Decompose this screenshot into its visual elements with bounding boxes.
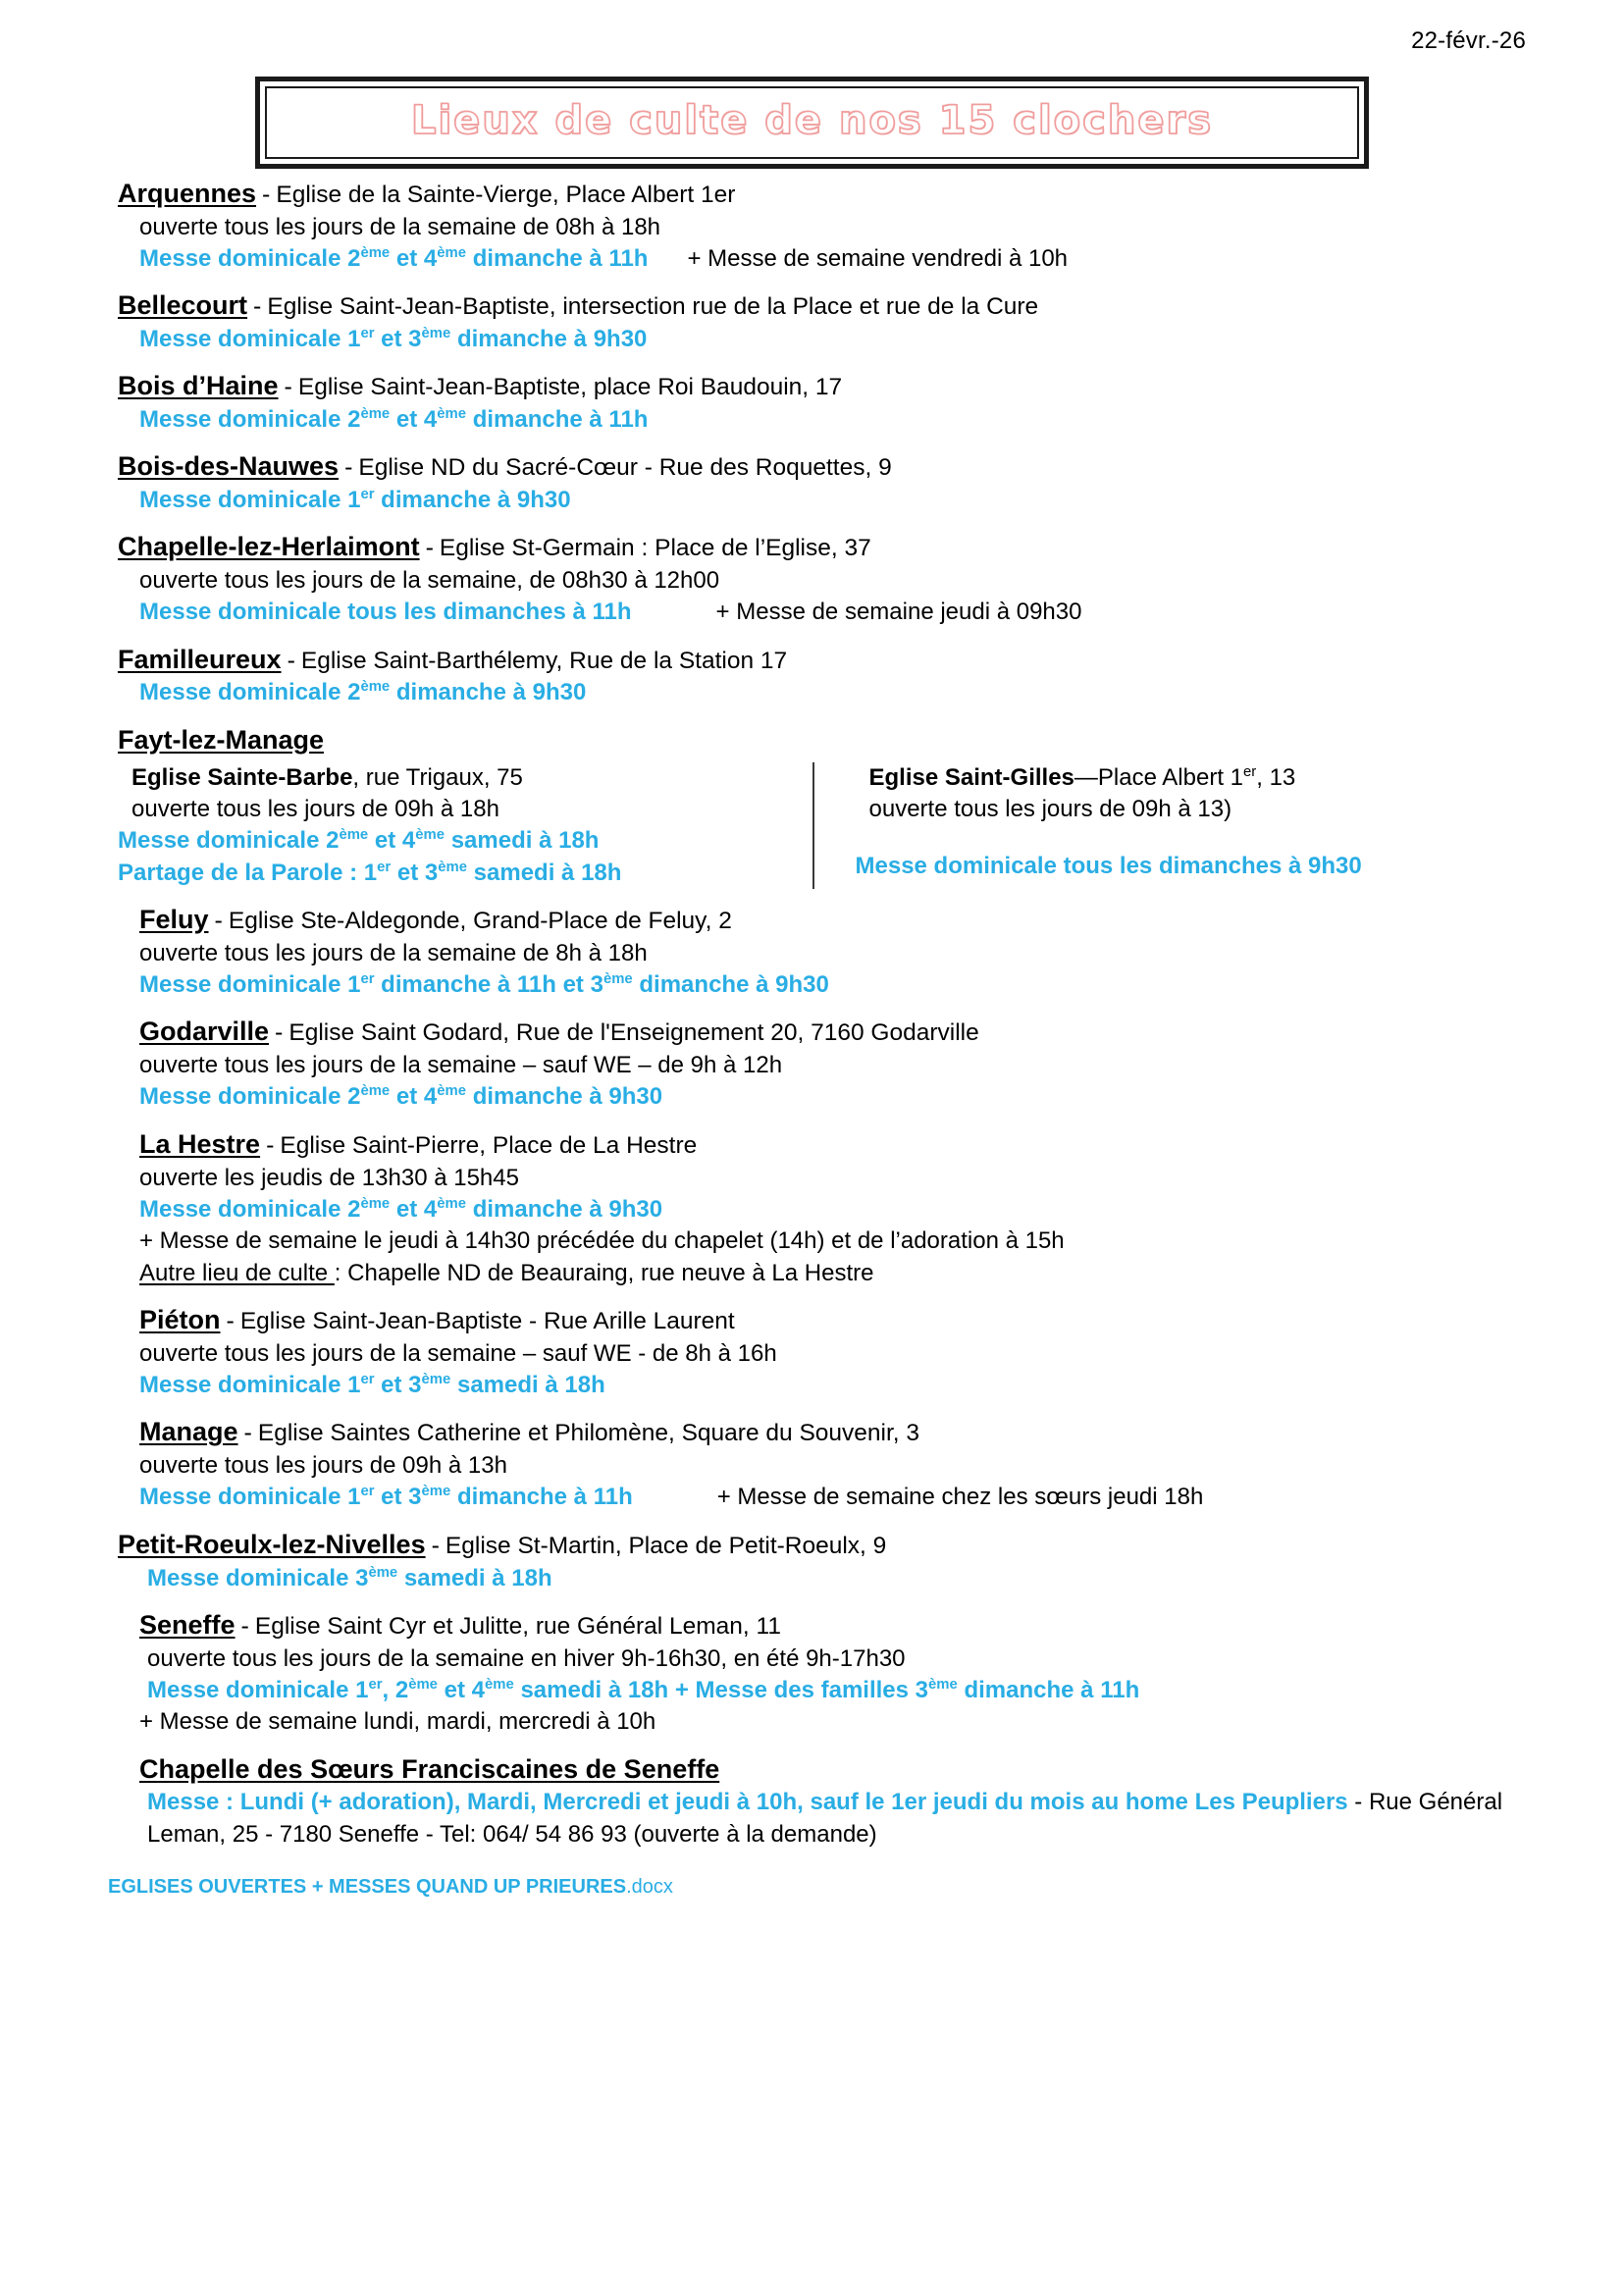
weekday-mass-note: + Messe de semaine lundi, mardi, mercredi à 10h (139, 1708, 656, 1736)
mass-schedule (118, 1194, 1506, 1226)
entry-arquennes (118, 177, 1506, 275)
mass-text-mid: et 4 (390, 406, 438, 434)
entry-header (118, 369, 1506, 404)
title-banner (255, 77, 1369, 169)
entry-bois-des-nauwes (118, 449, 1506, 516)
entry-header (118, 1415, 1506, 1450)
mass-text-mid: et 3 (374, 1484, 422, 1511)
church-name: Eglise Saint-Jean-Baptiste, place Roi Baudouin, 17 (297, 374, 843, 401)
mass-schedule (118, 485, 1506, 516)
mass-schedule (856, 851, 1507, 882)
separator-dash: - (425, 534, 434, 562)
mass-text-end: samedi à 18h (397, 1564, 552, 1591)
mass-text: Messe dominicale 2 (139, 1195, 361, 1223)
mass-sup-2: ème (421, 326, 451, 342)
place-name: Chapelle des Sœurs Franciscaines de Seneffe (139, 1753, 720, 1784)
entry-bois-dhaine (118, 369, 1506, 436)
mass-schedule (118, 1787, 1506, 1851)
separator-dash: - (253, 292, 262, 321)
entry-header (118, 1015, 1506, 1050)
church-name: Eglise St-Germain : Place de l’Eglise, 37 (439, 535, 871, 562)
entry-chapelle-lez-herlaimont (118, 530, 1506, 628)
mass-text-end: dimanche à 9h30 (390, 679, 587, 706)
entry-header (118, 643, 1506, 678)
mass-text: Messe dominicale 1 (139, 487, 361, 514)
place-name: Seneffe (139, 1609, 236, 1640)
mass-schedule (118, 1563, 1506, 1594)
mass-schedule (118, 1081, 1506, 1113)
mass-sup-4: ème (928, 1676, 958, 1693)
mass-sup-2: ème (421, 1372, 451, 1388)
mass-text: Messe dominicale 2 (139, 1083, 361, 1111)
mass-text-end: dimanche à 9h30 (632, 971, 829, 999)
church-name: Eglise Saintes Catherine et Philomène, Square du Souvenir, 3 (257, 1420, 920, 1447)
entry-familleureux (118, 643, 1506, 709)
place-name: Bois-des-Nauwes (118, 451, 340, 482)
opening-hours: ouverte tous les jours de la semaine de 8h à 18h (139, 939, 648, 966)
separator-dash: - (262, 181, 271, 208)
mass-text-end: dimanche à 9h30 (466, 1195, 663, 1223)
place-name: Godarville (139, 1017, 270, 1047)
entry-fayt-lez-manage (118, 723, 1506, 889)
mass-sup: ème (368, 1564, 398, 1581)
place-name: Chapelle-lez-Herlaimont (118, 532, 420, 562)
mass-text: Messe dominicale 1 (147, 1676, 369, 1703)
mass-schedule (118, 677, 1506, 708)
separator-dash: - (240, 1611, 249, 1640)
separator-dash: - (287, 646, 295, 674)
church-address: —Place Albert 1 (1074, 763, 1243, 791)
mass-text: Messe dominicale 3 (147, 1564, 369, 1591)
place-name: Familleureux (118, 644, 282, 674)
mass-text-end: dimanche à 11h (450, 1484, 633, 1511)
mass-sup: ème (360, 406, 391, 423)
mass-sup-2: ème (415, 827, 445, 844)
mass-text: Messe dominicale 1 (139, 1372, 361, 1399)
entry-header (118, 1528, 1506, 1563)
mass-sup: er (360, 326, 375, 342)
mass-text-mid-3: samedi à 18h + Messe des familles 3 (513, 1676, 929, 1703)
mass-schedule (118, 825, 795, 857)
place-name: La Hestre (139, 1128, 261, 1159)
place-name: Bellecourt (118, 290, 248, 321)
other-place-text: : Chapelle ND de Beauraing, rue neuve à La Hestre (334, 1259, 874, 1286)
mass-sup: ème (360, 245, 391, 262)
entry-header (118, 1127, 1506, 1163)
entry-chapelle-soeurs-franciscaines (118, 1752, 1506, 1851)
entry-header (118, 1303, 1506, 1338)
word-sharing-schedule (118, 858, 795, 889)
mass-schedule (118, 243, 1506, 275)
parish-list (0, 169, 1624, 1851)
fayt-column-saint-gilles (812, 762, 1507, 890)
entry-petit-roeulx-lez-nivelles (118, 1528, 1506, 1594)
weekday-mass-note: + Messe de semaine le jeudi à 14h30 précédée du chapelet (14h) et de l’adoration à 15h (139, 1227, 1065, 1255)
mass-text-end: samedi à 18h (467, 859, 622, 886)
mass-extra: + Messe de semaine chez les sœurs jeudi 18h (716, 1484, 1204, 1511)
mass-text-end: dimanche à 11h (466, 406, 649, 434)
other-place-label: Autre lieu de culte (139, 1259, 335, 1286)
mass-sup-2: ème (408, 1676, 438, 1693)
mass-text-end: dimanche à 9h30 (450, 326, 648, 353)
church-name-line (856, 762, 1507, 794)
place-name: Arquennes (118, 179, 257, 208)
mass-sup: er (360, 487, 375, 503)
mass-text: Messe dominicale 1 (139, 326, 361, 353)
mass-schedule (118, 324, 1506, 355)
page-title: Lieux de culte de nos 15 clochers (410, 98, 1213, 143)
mass-sup-2: ème (438, 859, 467, 875)
mass-sup: ème (360, 679, 391, 696)
entry-manage (118, 1415, 1506, 1513)
mass-text-mid: dimanche à 11h et 3 (374, 971, 603, 999)
church-name: Eglise Saint-Gilles (868, 763, 1074, 791)
mass-text-end: dimanche à 11h (466, 245, 649, 273)
mass-text-mid: et 4 (390, 245, 438, 273)
entry-feluy (118, 903, 1506, 1001)
mass-text-end: samedi à 18h (450, 1372, 605, 1399)
mass-schedule (118, 969, 1506, 1001)
mass-text-mid: et 3 (374, 1372, 422, 1399)
church-name: Eglise Saint-Jean-Baptiste - Rue Arille Laurent (239, 1308, 735, 1335)
separator-dash: - (243, 1419, 252, 1447)
mass-text: Messe dominicale 2 (139, 245, 361, 273)
mass-sup-2: ème (437, 1195, 467, 1212)
opening-hours: ouverte tous les jours de la semaine – sauf WE – de 9h à 12h (139, 1052, 783, 1079)
entry-header (118, 449, 1506, 485)
mass-sup: ème (360, 1083, 391, 1100)
mass-sup-2: ème (437, 245, 467, 262)
opening-hours: ouverte tous les jours de la semaine – sauf WE - de 8h à 16h (139, 1339, 777, 1367)
entry-seneffe (118, 1608, 1506, 1739)
separator-dash: - (275, 1018, 284, 1047)
mass-text-mid: et 4 (368, 827, 416, 855)
mass-extra: + Messe de semaine jeudi à 09h30 (715, 599, 1082, 626)
church-name: Eglise de la Sainte-Vierge, Place Albert 1er (276, 182, 736, 208)
footer-extension: .docx (626, 1876, 673, 1899)
fayt-columns (118, 762, 1506, 890)
church-name: Eglise Saint-Jean-Baptiste, intersection rue de la Place et rue de la Cure (267, 293, 1039, 321)
document-date: 22-févr.-26 (1411, 27, 1526, 54)
mass-sup-2: ème (421, 1484, 451, 1500)
opening-hours: ouverte tous les jours de la semaine, de 08h30 à 12h00 (139, 567, 720, 595)
mass-text: Messe : Lundi (+ adoration), Mardi, Mercredi et jeudi à 10h, sauf le 1er jeudi du mois au home Les Peupliers (147, 1789, 1348, 1816)
footer-filename: EGLISES OUVERTES + MESSES QUAND UP PRIEURES (108, 1876, 627, 1899)
opening-hours: ouverte les jeudis de 13h30 à 15h45 (139, 1164, 519, 1191)
mass-text-end: dimanche à 11h (957, 1676, 1140, 1703)
mass-sup: er (360, 971, 375, 988)
mass-text: Messe dominicale 1 (139, 1484, 361, 1511)
mass-sup: ème (360, 1195, 391, 1212)
church-name: Eglise Saint Cyr et Julitte, rue Général Leman, 11 (254, 1612, 781, 1640)
mass-sup: er (360, 1484, 375, 1500)
chapel-address: - Rue Général Leman, 25 - 7180 Seneffe - Tel: 064/ 54 86 93 (ouverte à la demande) (147, 1789, 1503, 1848)
entry-la-hestre (118, 1127, 1506, 1289)
mass-text-mid-2: et 4 (437, 1676, 485, 1703)
church-name: Eglise Ste-Aldegonde, Grand-Place de Feluy, 2 (228, 908, 732, 935)
mass-sup-2: ème (437, 406, 467, 423)
separator-dash: - (214, 907, 223, 935)
mass-extra: + Messe de semaine vendredi à 10h (687, 245, 1069, 273)
mass-text: Messe dominicale 2 (139, 679, 361, 706)
mass-schedule (118, 1482, 1506, 1513)
mass-schedule (118, 1370, 1506, 1401)
opening-hours: ouverte tous les jours de la semaine en hiver 9h-16h30, en été 9h-17h30 (147, 1644, 906, 1672)
mass-text: Messe dominicale 2 (118, 827, 340, 855)
place-name: Bois d’Haine (118, 371, 279, 401)
opening-hours: ouverte tous les jours de la semaine de 08h à 18h (139, 213, 661, 240)
entry-header (118, 177, 1506, 212)
mass-text: Messe dominicale tous les dimanches à 11h (139, 599, 632, 626)
church-name: Eglise Saint-Pierre, Place de La Hestre (280, 1131, 698, 1159)
separator-dash: - (284, 373, 292, 401)
separator-dash: - (226, 1307, 235, 1335)
church-name-line (118, 762, 795, 794)
opening-hours: ouverte tous les jours de 09h à 13) (868, 795, 1232, 822)
mass-text: Messe dominicale tous les dimanches à 9h30 (855, 853, 1362, 880)
title-banner-inner (265, 86, 1359, 159)
mass-sup: er (368, 1676, 383, 1693)
mass-text-end: samedi à 18h (445, 827, 600, 855)
entry-bellecourt (118, 288, 1506, 355)
entry-godarville (118, 1015, 1506, 1113)
entry-header (118, 1608, 1506, 1643)
mass-sup: er (377, 859, 392, 875)
place-name: Piéton (139, 1305, 221, 1335)
mass-text-mid: et 3 (391, 859, 439, 886)
place-name: Petit-Roeulx-lez-Nivelles (118, 1529, 426, 1559)
mass-sup-2: ème (602, 971, 633, 988)
other-place-line (118, 1258, 1506, 1289)
entry-header (118, 723, 1506, 758)
mass-sup: er (360, 1372, 375, 1388)
mass-schedule (118, 404, 1506, 436)
entry-header (118, 903, 1506, 938)
mass-text-end: dimanche à 9h30 (374, 487, 571, 514)
mass-text-mid: et 4 (390, 1195, 438, 1223)
separator-dash: - (431, 1531, 440, 1559)
church-name: Eglise Saint Godard, Rue de l'Enseignement 20, 7160 Godarville (288, 1019, 979, 1047)
mass-schedule (118, 597, 1506, 628)
place-name: Feluy (139, 905, 209, 935)
document-footer (0, 1876, 1624, 1916)
separator-dash: - (266, 1130, 275, 1159)
place-name: Fayt-lez-Manage (118, 724, 325, 755)
mass-sup-2: ème (437, 1083, 467, 1100)
church-name: Eglise Saint-Barthélemy, Rue de la Station 17 (300, 647, 788, 674)
mass-text-mid: et 3 (374, 326, 422, 353)
entry-pieton (118, 1303, 1506, 1401)
church-name: Eglise St-Martin, Place de Petit-Roeulx, 9 (445, 1532, 887, 1559)
mass-text: Messe dominicale 2 (139, 406, 361, 434)
address-tail: , 13 (1256, 763, 1296, 791)
church-name: Eglise Sainte-Barbe (131, 763, 353, 791)
entry-header (118, 530, 1506, 565)
mass-text-mid: et 4 (390, 1083, 438, 1111)
separator-dash: - (344, 453, 353, 482)
mass-text-end: dimanche à 9h30 (466, 1083, 663, 1111)
fayt-column-sainte-barbe (118, 762, 812, 890)
church-address: , rue Trigaux, 75 (352, 763, 523, 791)
mass-schedule (118, 1675, 1506, 1706)
place-name: Manage (139, 1417, 238, 1447)
mass-sup-3: ème (485, 1676, 514, 1693)
entry-header (118, 1752, 1506, 1788)
entry-header (118, 288, 1506, 324)
mass-text: Partage de la Parole : 1 (118, 859, 378, 886)
church-name: Eglise ND du Sacré-Cœur - Rue des Roquettes, 9 (358, 454, 892, 482)
opening-hours: ouverte tous les jours de 09h à 18h (131, 795, 499, 822)
opening-hours: ouverte tous les jours de 09h à 13h (139, 1452, 507, 1480)
address-sup: er (1243, 763, 1257, 780)
mass-text-mid: , 2 (382, 1676, 409, 1703)
mass-text: Messe dominicale 1 (139, 971, 361, 999)
mass-sup: ème (339, 827, 369, 844)
